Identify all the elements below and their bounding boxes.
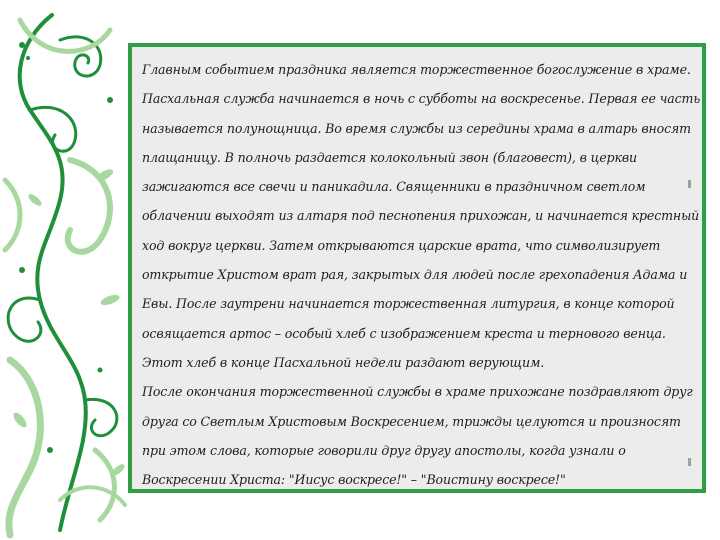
vine-spiral-mid: [8, 298, 41, 341]
scroll-mark: [688, 180, 691, 188]
body-text: [142, 55, 702, 494]
scroll-mark: [688, 458, 691, 466]
leaf: [11, 411, 29, 430]
vine-light-4: [95, 450, 114, 520]
paragraph-2: После окончания торжественной службы в храме прихожане поздравляют друг друга со Светлым Христовым Воскресением, трижды целуются и произносят при этом слова, которые говорили друг другу апостолы, когда узнали о Воскресении Христа: "Иисус воскресе!" – "Воистину воскресе!": [142, 384, 693, 488]
leaf: [99, 293, 121, 307]
vine-spiral-low: [85, 399, 117, 435]
ornament-dot: [19, 267, 25, 273]
vine-main: [20, 15, 86, 530]
ornament-dot: [107, 97, 113, 103]
ornament-dot: [47, 447, 53, 453]
leaf: [27, 192, 44, 208]
vine-secondary: [30, 107, 76, 151]
vine-light-3: [9, 360, 41, 535]
ornament-dot: [19, 42, 25, 48]
ornament-dot: [98, 368, 103, 373]
ornament-dot: [26, 56, 30, 60]
vine-light-6: [5, 180, 20, 250]
paragraph-1: Главным событием праздника является торжественное богослужение в храме. Пасхальная служба начинается в ночь с субботы на воскресенье. Первая ее часть называется полунощница. Во время службы из середины храма в алтарь вносят плащаницу. В полночь раздается колокольный звон (благовест), в церкви зажигаются все свечи и паникадила. Священники в праздничном светлом облачении выходят из алтаря под песнопения прихожан, и начинается крестный ход вокруг церкви. Затем открываются царские врата, что символизирует открытие Христом врат рая, закрытых для людей после грехопадения Адама и Евы. После заутрени начинается торжественная литургия, в конце которой освящается артос – особый хлеб с изображением креста и тернового венца. Этот хлеб в конце Пасхальной недели раздают верующим.: [142, 62, 701, 370]
text-panel: [128, 43, 706, 493]
